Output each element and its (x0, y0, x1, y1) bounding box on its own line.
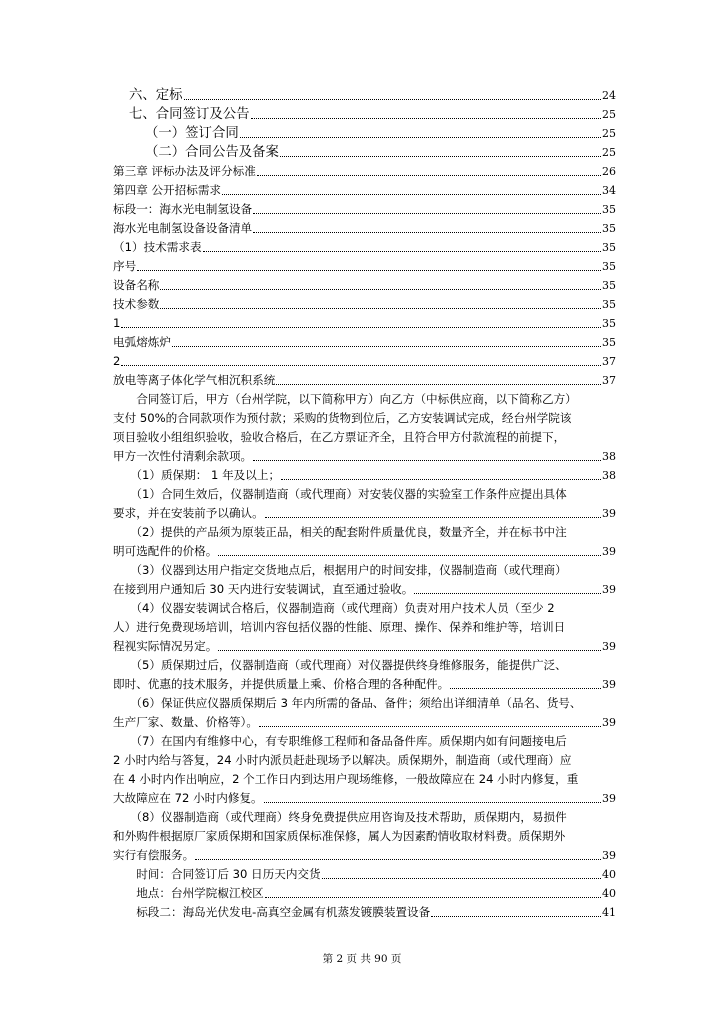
toc-entry-page: 39 (602, 545, 616, 558)
toc-leader-dots (253, 212, 601, 214)
toc-leader-dots (160, 288, 601, 290)
toc-entry-page: 39 (602, 849, 616, 862)
toc-leader-dots (172, 345, 601, 347)
toc-entry-page: 35 (602, 260, 616, 273)
toc-paragraph-line: （8）仪器制造商（或代理商）终身免费提供应用咨询及技术帮助，质保期内，易损件 (113, 810, 567, 824)
toc-paragraph-entry[interactable] (113, 694, 616, 732)
toc-entry-title: （一）签订合同 (145, 126, 239, 141)
toc-entry-page: 39 (602, 792, 616, 805)
toc-entry-title: 技术参数 (113, 297, 160, 311)
toc-entry[interactable] (113, 903, 616, 922)
toc-entry-title: 设备名称 (113, 278, 160, 292)
toc-entry-title: 序号 (113, 259, 137, 273)
toc-entry[interactable] (113, 314, 616, 333)
toc-paragraph-entry[interactable] (113, 390, 616, 466)
toc-paragraph-line: 人）进行免费现场培训，培训内容包括仪器的性能、原理、操作、保养和维护等，培训日 (113, 620, 566, 634)
toc-entry[interactable] (113, 352, 616, 371)
toc-paragraph-last-line: 程视实际情况另定。 (113, 639, 218, 653)
toc-entry-page: 35 (602, 298, 616, 311)
toc-paragraph-entry[interactable] (113, 732, 616, 808)
toc-entry-page: 25 (602, 146, 616, 159)
toc-paragraph-line: （1）合同生效后，仪器制造商（或代理商）对安装仪器的实验室工作条件应提出具体 (113, 487, 567, 501)
toc-entry-page: 40 (602, 887, 616, 900)
toc-entry[interactable] (113, 371, 616, 390)
toc-entry-title: 时间：合同签订后 30 日历天内交货 (113, 867, 321, 881)
toc-entry-page: 39 (602, 507, 616, 520)
toc-leader-dots (218, 649, 601, 651)
toc-entry[interactable] (113, 86, 616, 105)
toc-paragraph-last-line: 甲方一次性付清剩余款项。 (113, 449, 253, 463)
toc-entry-page: 41 (602, 906, 616, 919)
toc-entry-title: 第三章 评标办法及评分标准 (113, 164, 256, 178)
toc-paragraph-line: （5）质保期过后，仪器制造商（或代理商）对仪器提供终身维修服务，能提供广泛、 (113, 658, 567, 672)
toc-paragraph-entry[interactable] (113, 656, 616, 694)
toc-paragraph-line: 支付 50%的合同款项作为预付款；采购的货物到位后，乙方安装调试完成，经台州学院该 (113, 411, 572, 425)
toc-leader-dots (121, 326, 601, 328)
toc-entry-title: （二）合同公告及备案 (145, 145, 279, 160)
toc-entry[interactable] (113, 200, 616, 219)
toc-paragraph-line: 项目验收小组组织验收，验收合格后，在乙方票证齐全，且符合甲方付款流程的前提下， (113, 430, 566, 444)
toc-paragraph-line: 和外购件根据原厂家质保期和国家质保标准保修，属人为因素酌情收取材料费。质保期外 (113, 829, 566, 843)
toc-entry-title: 地点：台州学院椒江校区 (113, 886, 264, 900)
toc-paragraph-entry[interactable] (113, 485, 616, 523)
toc-entry-page: 35 (602, 279, 616, 292)
toc-entry-title: 放电等离子体化学气相沉积系统 (113, 373, 276, 387)
toc-leader-dots (450, 687, 601, 689)
toc-entry-title: 第四章 公开招标需求 (113, 183, 222, 197)
toc-entry-title: （1）技术需求表 (113, 240, 202, 254)
toc-entry-title: 2 (113, 354, 121, 368)
toc-entry-page: 25 (602, 127, 616, 140)
toc-paragraph-entry[interactable] (113, 808, 616, 865)
toc-paragraph-last-line: 大故障应在 72 小时内修复。 (113, 791, 263, 805)
toc-paragraph-last-line: 明可选配件的价格。 (113, 544, 218, 558)
toc-entry-title: 六、定标 (129, 88, 183, 103)
toc-paragraph-last-line: 实行有偿服务。 (113, 848, 195, 862)
toc-entry-page: 24 (602, 89, 616, 102)
toc-entry-page: 39 (602, 678, 616, 691)
toc-paragraph-entry[interactable] (113, 561, 616, 599)
toc-paragraph-line: 合同签订后，甲方（台州学院，以下简称甲方）向乙方（中标供应商，以下简称乙方） (113, 392, 577, 406)
toc-entry-title: 标段二：海岛光伏发电-高真空金属有机蒸发镀膜装置设备 (113, 905, 431, 919)
toc-leader-dots (218, 554, 601, 556)
toc-entry-page: 26 (602, 165, 616, 178)
toc-leader-dots (253, 459, 601, 461)
toc-leader-dots (184, 98, 601, 100)
toc-entry-page: 39 (602, 716, 616, 729)
toc-entry-page: 38 (602, 469, 616, 482)
toc-entry[interactable] (113, 865, 616, 884)
toc-leader-dots (264, 801, 601, 803)
toc-entry[interactable] (113, 219, 616, 238)
toc-leader-dots (251, 117, 601, 119)
toc-entry[interactable] (113, 276, 616, 295)
toc-leader-dots (121, 364, 601, 366)
toc-leader-dots (203, 250, 601, 252)
toc-paragraph-last-line: 生产厂家、数量、价格等）。 (113, 715, 258, 729)
toc-paragraph-last-line: 在接到用户通知后 30 天内进行安装调试，直至通过验收。 (113, 582, 414, 596)
toc-paragraph-last-line: 即时、优惠的技术服务，并提供质量上乘、价格合理的各种配件。 (113, 677, 450, 691)
toc-leader-dots (240, 136, 601, 138)
toc-entry-page: 34 (602, 184, 616, 197)
toc-entry[interactable] (113, 181, 616, 200)
toc-leader-dots (322, 877, 601, 879)
toc-entry-page: 38 (602, 450, 616, 463)
toc-leader-dots (195, 858, 601, 860)
table-of-contents (113, 86, 616, 922)
toc-entry-page: 35 (602, 317, 616, 330)
toc-entry-page: 37 (602, 355, 616, 368)
toc-entry[interactable] (113, 105, 616, 124)
toc-entry-title: 1 (113, 316, 121, 330)
toc-entry[interactable] (113, 257, 616, 276)
toc-entry-page: 39 (602, 640, 616, 653)
toc-paragraph-entry[interactable] (113, 523, 616, 561)
toc-entry-title: 标段一：海水光电制氢设备 (113, 202, 253, 216)
toc-leader-dots (281, 478, 601, 480)
toc-leader-dots (257, 174, 601, 176)
toc-leader-dots (160, 307, 601, 309)
toc-leader-dots (414, 592, 601, 594)
toc-entry[interactable] (113, 162, 616, 181)
toc-entry-page: 35 (602, 336, 616, 349)
toc-entry-page: 39 (602, 583, 616, 596)
toc-leader-dots (280, 155, 601, 157)
toc-leader-dots (276, 383, 601, 385)
toc-entry-page: 40 (602, 868, 616, 881)
toc-paragraph-last-line: 要求，并在安装前予以确认。 (113, 506, 264, 520)
toc-entry[interactable] (113, 143, 616, 162)
toc-entry-title: 海水光电制氢设备设备清单 (113, 221, 253, 235)
toc-entry[interactable] (113, 238, 616, 257)
toc-paragraph-entry[interactable] (113, 466, 616, 485)
toc-entry[interactable] (113, 333, 616, 352)
toc-paragraph-line: （3）仪器到达用户指定交货地点后，根据用户的时间安排，仪器制造商（或代理商） (113, 563, 567, 577)
toc-leader-dots (253, 231, 601, 233)
toc-entry-page: 25 (602, 108, 616, 121)
toc-leader-dots (137, 269, 601, 271)
toc-paragraph-line: （7）在国内有维修中心，有专职维修工程师和备品备件库。质保期内如有问题接电后 (113, 734, 567, 748)
toc-entry-page: 37 (602, 374, 616, 387)
toc-leader-dots (265, 896, 601, 898)
toc-leader-dots (259, 725, 601, 727)
toc-paragraph-line: （6）保证供应仪器质保期后 3 年内所需的备品、备件；须给出详细清单（品名、货号、 (113, 696, 582, 710)
toc-entry-page: 35 (602, 203, 616, 216)
toc-entry[interactable] (113, 295, 616, 314)
toc-paragraph-entry[interactable] (113, 599, 616, 656)
toc-paragraph-line: （4）仪器安装调试合格后，仪器制造商（或代理商）负责对用户技术人员（至少 2 (113, 601, 555, 615)
page-footer: 第 2 页 共 90 页 (322, 953, 402, 965)
toc-leader-dots (431, 915, 601, 917)
toc-leader-dots (265, 516, 601, 518)
toc-entry-page: 35 (602, 241, 616, 254)
toc-entry[interactable] (113, 884, 616, 903)
toc-entry-title: 电弧熔炼炉 (113, 335, 171, 349)
toc-paragraph-last-line: （1）质保期： 1 年及以上； (113, 468, 281, 482)
toc-entry-title: 七、合同签订及公告 (129, 107, 250, 122)
toc-leader-dots (222, 193, 601, 195)
toc-paragraph-line: 2 小时内给与答复，24 小时内派员赶赴现场予以解决。质保期外，制造商（或代理商）应 (113, 753, 572, 767)
toc-paragraph-line: （2）提供的产品须为原装正品，相关的配套附件质量优良，数量齐全，并在标书中注 (113, 525, 567, 539)
toc-entry-page: 35 (602, 222, 616, 235)
toc-paragraph-line: 在 4 小时内作出响应，2 个工作日内到达用户现场维修，一般故障应在 24 小时内修复，重 (113, 772, 579, 786)
toc-entry[interactable] (113, 124, 616, 143)
